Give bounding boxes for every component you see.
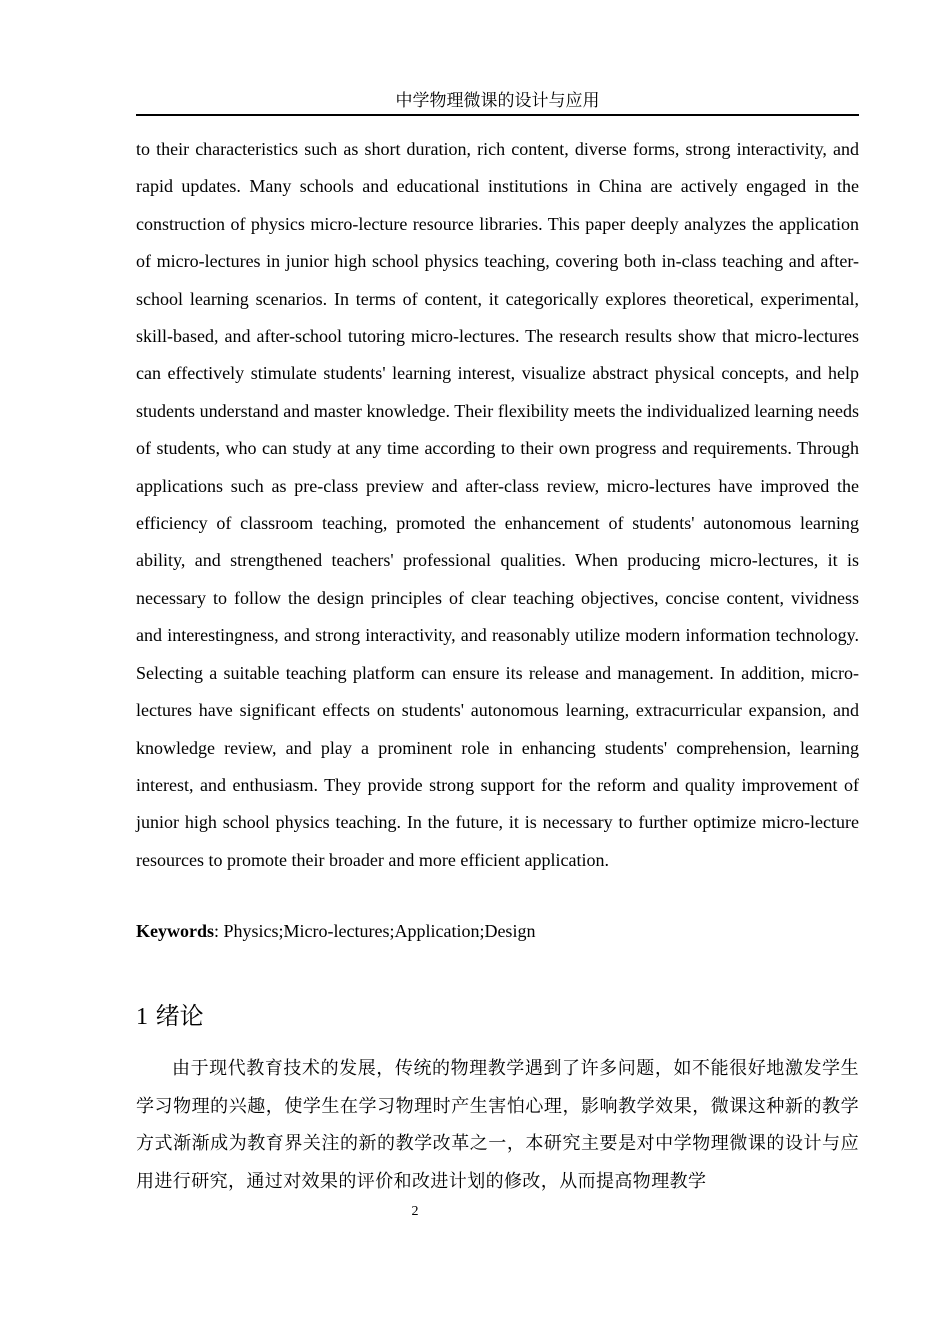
body-paragraph: 由于现代教育技术的发展，传统的物理教学遇到了许多问题，如不能很好地激发学生学习物理的兴趣，使学生在学习物理时产生害怕心理，影响教学效果，微课这种新的教学方式渐渐成为教育界关注的新的教学改革之一，本研究主要是对中学物理微课的设计与应用进行研究，通过对效果的评价和改进计划的修改，从而提高物理教学 xyxy=(136,1058,859,1192)
page-number: 2 xyxy=(411,1204,419,1219)
section-title: 绪论 xyxy=(155,1002,204,1030)
section-heading xyxy=(136,996,859,1037)
header-rule xyxy=(136,114,859,116)
keywords-value: : Physics;Micro-lectures;Application;Design xyxy=(214,921,536,941)
abstract-paragraph: to their characteristics such as short duration, rich content, diverse forms, strong interactivity, and rapid updates. Many schools and educational institutions in China are actively engaged in the construction of physics micro-lecture resource libraries. This paper deeply analyzes the application of micro-lectures in junior high school physics teaching, covering both in-class teaching and after-school learning scenarios. In terms of content, it categorically explores theoretical, experimental, skill-based, and after-school tutoring micro-lectures. The research results show that micro-lectures can effectively stimulate students' learning interest, visualize abstract physical concepts, and help students understand and master knowledge. Their flexibility meets the individualized learning needs of students, who can study at any time according to their own progress and requirements. Through applications such as pre-class preview and after-class review, micro-lectures have improved the efficiency of classroom teaching, promoted the enhancement of students' autonomous learning ability, and strengthened teachers' professional qualities. When producing micro-lectures, it is necessary to follow the design principles of clear teaching objectives, concise content, vividness and interestingness, and strong interactivity, and reasonably utilize modern information technology. Selecting a suitable teaching platform can ensure its release and management. In addition, micro-lectures have significant effects on students' autonomous learning, extracurricular expansion, and knowledge review, and play a prominent role in enhancing students' comprehension, learning interest, and enthusiasm. They provide strong support for the reform and quality improvement of junior high school physics teaching. In the future, it is necessary to further optimize micro-lecture resources to promote their broader and more efficient application. xyxy=(136,139,859,870)
running-header: 中学物理微课的设计与应用 xyxy=(395,91,600,111)
section-number: 1 xyxy=(136,1004,148,1030)
keywords-label: Keywords xyxy=(136,921,214,941)
keywords-line xyxy=(136,915,859,947)
